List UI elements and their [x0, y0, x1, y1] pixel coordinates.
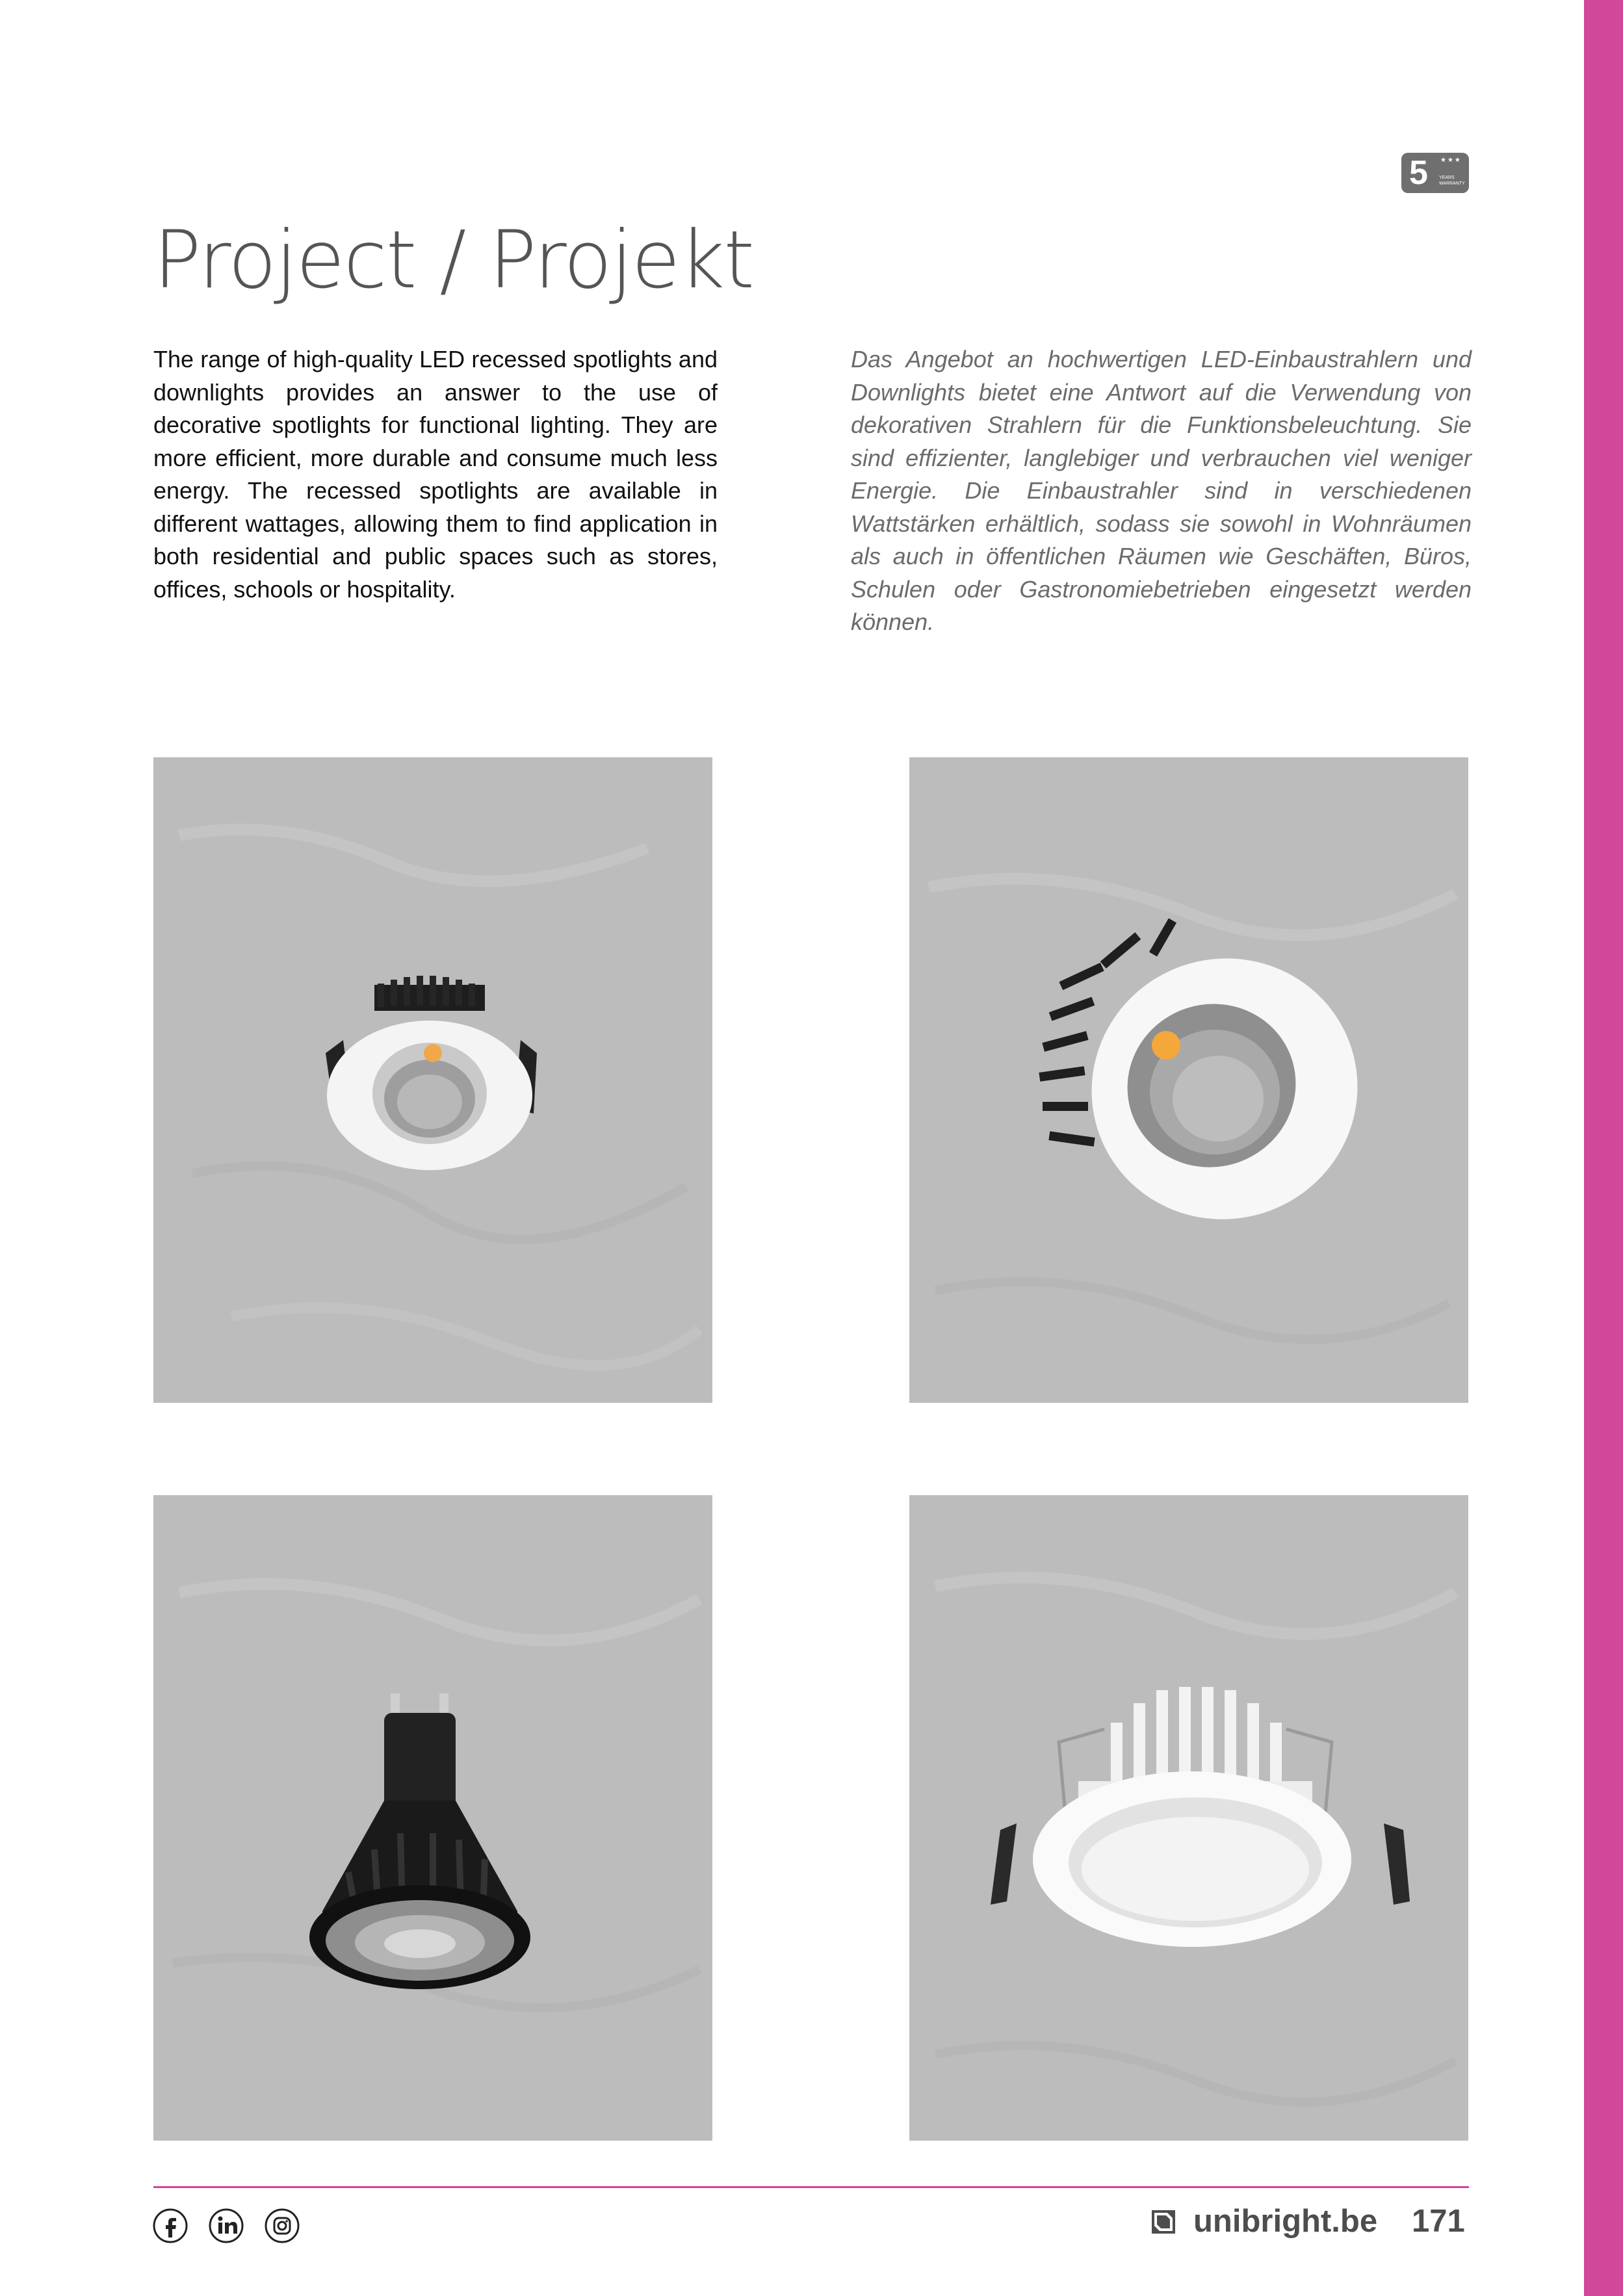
- instagram-icon[interactable]: [264, 2208, 300, 2244]
- intro-text-english: The range of high-quality LED recessed spotlights and downlights provides an answer to the use of decorative spotlights for functional lighting. They are more efficient, more durable and consume much less energy. The recessed spotlights are available in different wattages, allowing them to find application in both residential and public spaces such as stores, offices, schools or hospitality.: [153, 346, 718, 603]
- product-photo-spotlight-small: [153, 757, 712, 1403]
- footer-website[interactable]: unibright.be: [1193, 2204, 1378, 2239]
- unibright-logo-icon: [1150, 2209, 1176, 2235]
- downlight-illustration: [909, 1495, 1468, 2141]
- product-photo-spotlight-tilted: [909, 757, 1468, 1403]
- page-title: Project / Projekt: [153, 214, 754, 306]
- product-photo-downlight: [909, 1495, 1468, 2141]
- linkedin-icon[interactable]: [208, 2208, 244, 2244]
- footer-divider: [153, 2186, 1469, 2188]
- gu10-lamp-illustration: [153, 1495, 712, 2141]
- page-number: 171: [1412, 2204, 1465, 2239]
- facebook-icon[interactable]: [152, 2208, 188, 2244]
- accent-side-bar: [1584, 0, 1623, 2296]
- spotlight-tilted-illustration: [909, 757, 1468, 1403]
- intro-text-german: Das Angebot an hochwertigen LED-Einbaustrahlern und Downlights bietet eine Antwort auf die Verwendung von dekorativen Strahlern für die Funktionsbeleuchtung. Sie sind effizienter, langlebiger und verbrauchen viel weniger Energie. Die Einbaustrahler sind in verschiedenen Wattstärken erhältlich, sodass sie sowohl in Wohnräumen als auch in öffentlichen Räumen wie Geschäften, Büros, Schulen oder Gastronomiebetrieben eingesetzt werden können.: [851, 346, 1472, 635]
- warranty-badge: [1401, 153, 1469, 193]
- product-photo-gu10-lamp: [153, 1495, 712, 2141]
- warranty-caption: YEARS WARRANTY: [1439, 176, 1465, 186]
- spotlight-small-illustration: [153, 757, 712, 1403]
- warranty-stars: ★★★: [1440, 157, 1462, 164]
- warranty-years: 5: [1409, 154, 1428, 192]
